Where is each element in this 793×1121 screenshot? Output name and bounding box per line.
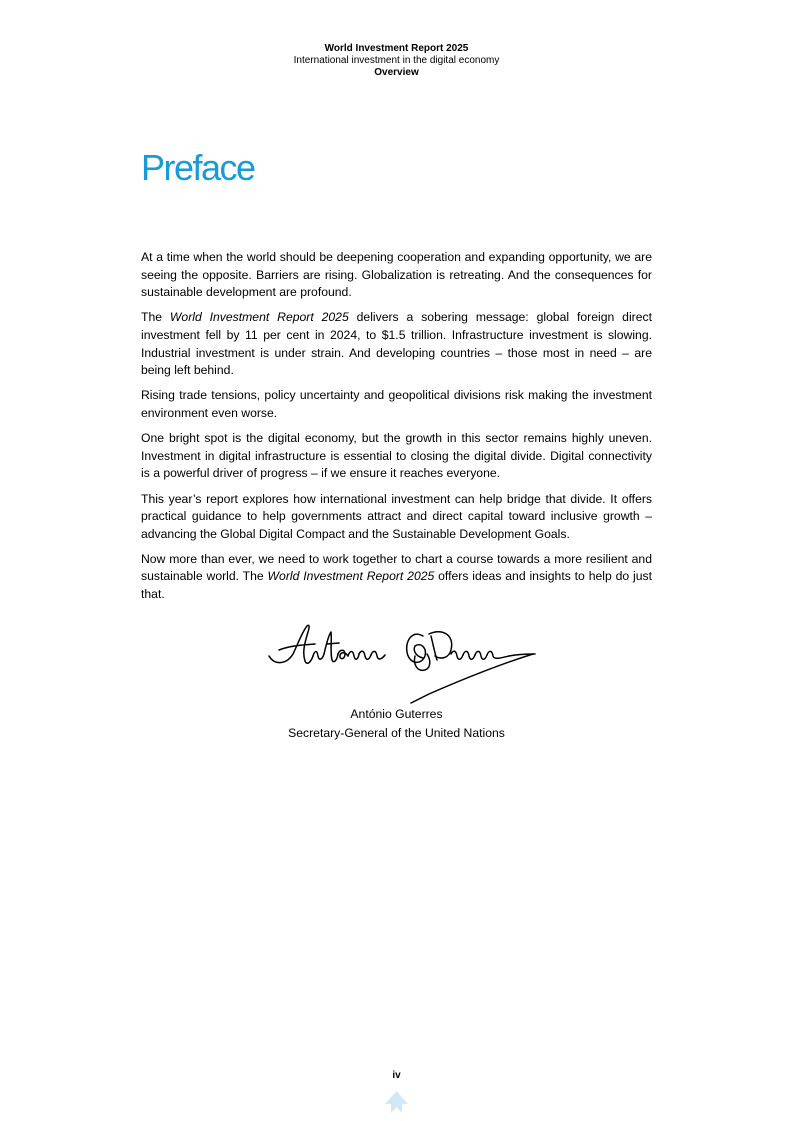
signer-title: Secretary-General of the United Nations — [288, 726, 505, 740]
paragraph — [141, 387, 652, 422]
chevron-up-icon[interactable] — [384, 1090, 409, 1114]
paragraph — [141, 430, 652, 483]
page-title: Preface — [141, 147, 255, 188]
header-report-title: World Investment Report 2025 — [324, 43, 469, 54]
paragraph — [141, 309, 652, 379]
paragraph-text: Now more than ever, we need to work together to chart a course towards a more resilient and sustainable world. The — [141, 551, 652, 584]
page-number: iv — [392, 1070, 401, 1081]
paragraph-text: One bright spot is the digital economy, but the growth in this sector remains highly uneven. Investment in digital infrastructure is essential to closing the digital divide. Digital connectivity is a powerful driver of progress – if we ensure it reaches everyone. — [141, 431, 652, 481]
paragraph — [141, 551, 652, 604]
preface-body — [141, 249, 652, 611]
paragraph-text: This year’s report explores how international investment can help bridge that divide. It offers practical guidance to help governments attract and direct capital toward inclusive growth – advancing the Global Digital Compact and the Sustainable Development Goals. — [141, 491, 652, 541]
report-title-italic: World Investment Report 2025 — [267, 569, 435, 584]
paragraph-text: delivers a sobering message: global foreign direct investment fell by 11 per cent in 2024, to $1.5 trillion. Infrastructure investment is slowing. Industrial investment is under strain. And developing countries – those most in need – are being left behind. — [141, 310, 652, 378]
signer-name: António Guterres — [350, 707, 443, 721]
header-subtitle: International investment in the digital economy — [293, 55, 500, 66]
paragraph-text: offers ideas and insights to help do just that. — [141, 569, 652, 602]
paragraph — [141, 491, 652, 544]
report-title-italic: World Investment Report 2025 — [169, 310, 349, 325]
paragraph — [141, 249, 652, 302]
running-header — [0, 43, 793, 79]
paragraph-text: At a time when the world should be deepening cooperation and expanding opportunity, we are seeing the opposite. Barriers are rising. Globalization is retreating. And the consequences for sustainable development are profound. — [141, 250, 652, 300]
header-section: Overview — [374, 67, 419, 78]
handwritten-signature — [265, 620, 545, 706]
paragraph-text: Rising trade tensions, policy uncertainty and geopolitical divisions risk making the investment environment even worse. — [141, 388, 652, 420]
paragraph-text: The — [141, 310, 170, 325]
